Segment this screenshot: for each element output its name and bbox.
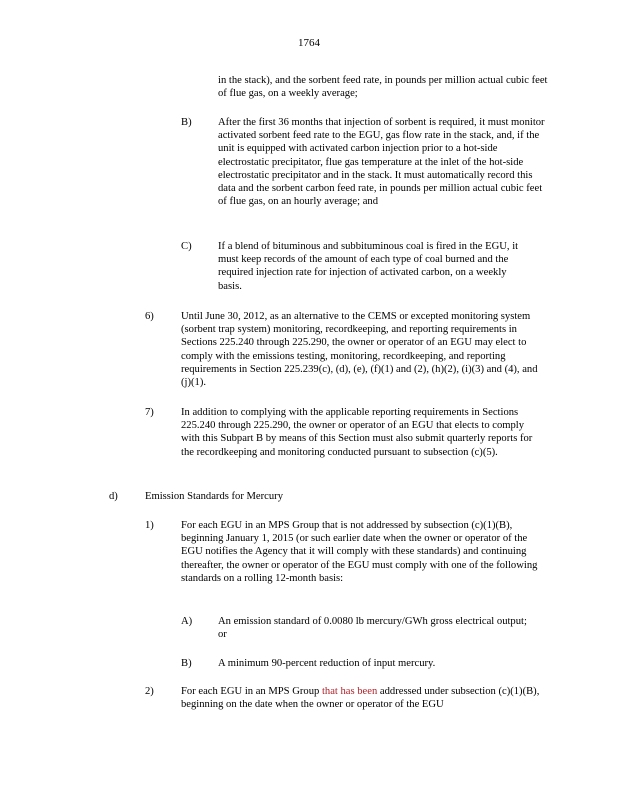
item-6-text: Until June 30, 2012, as an alternative to the CEMS or excepted monitoring system (sorbent trap system) monitoring, recordkeeping, and reporting requirements in Sections 225.240 through 225.290, the owner or operator of an EGU may elect to comply with the emissions testing, monitoring, recordkeeping, and reporting requirements in Section 225.239(c), (d), (e), (f)(1) and (2), (h)(2), (i)(3) and (4), and (j)(1). <box>181 311 538 389</box>
section-d-heading: Emission Standards for Mercury <box>145 491 283 502</box>
section-d-label: d) <box>109 491 118 502</box>
d-item-2-text-before: For each EGU in an MPS Group <box>181 686 322 697</box>
item-7 <box>145 406 555 476</box>
d-item-2-text-after: addressed under subsection (c)(1)(B), beginning on the date when the owner or operator of the EGU <box>181 686 540 711</box>
d-item-1-label: 1) <box>145 520 154 531</box>
item-6 <box>145 310 555 394</box>
d-item-1-text: For each EGU in an MPS Group that is not addressed by subsection (c)(1)(B), beginning January 1, 2015 (or such earlier date when the owner or operator of the EGU notifies the Agency that it will comply with these standards) and continuing thereafter, the owner or operator of the EGU must comply with one of the following standards on a rolling 12-month basis: <box>181 520 538 584</box>
d-item-1 <box>145 519 555 603</box>
item-6-label: 6) <box>145 311 154 322</box>
d-item-1a-text: An emission standard of 0.0080 lb mercury/GWh gross electrical output; or <box>218 616 527 641</box>
subitem-c-text: If a blend of bituminous and subbituminous coal is fired in the EGU, it must keep records of the amount of each type of coal burned and the required injection rate for injection of activated carbon, on a weekly basis. <box>218 241 519 292</box>
continuation-text: in the stack), and the sorbent feed rate, in pounds per million actual cubic feet of flue gas, on a weekly average; <box>218 75 548 100</box>
d-item-2-highlighted-text: that has been <box>321 686 378 697</box>
page-number: 1764 <box>298 37 320 49</box>
subitem-c <box>181 240 551 296</box>
d-item-1b-text: A minimum 90-percent reduction of input mercury. <box>218 658 436 669</box>
d-item-2 <box>145 685 555 715</box>
d-item-1a-label: A) <box>181 616 193 627</box>
subitem-b <box>181 116 551 228</box>
d-item-1a <box>181 615 551 645</box>
d-item-2-label: 2) <box>145 686 154 697</box>
item-7-label: 7) <box>145 407 154 418</box>
subitem-b-text: After the first 36 months that injection of sorbent is required, it must monitor activated sorbent feed rate to the EGU, gas flow rate in the stack, and, if the unit is equipped with activated carbon injection prior to a hot-side electrostatic precipitator, flue gas temperature at the inlet of the hot-side electrostatic precipitator and in the stack. It must automatically record this data and the sorbent carbon feed rate, in pounds per million actual cubic feet of flue gas, on an hourly average; and <box>218 117 545 208</box>
subitem-c-label: C) <box>181 241 192 252</box>
d-item-2-text <box>181 685 543 711</box>
section-d <box>109 490 549 506</box>
d-item-1b <box>181 657 551 673</box>
d-item-1b-label: B) <box>181 658 192 669</box>
item-7-text: In addition to complying with the applicable reporting requirements in Sections 225.240 through 225.290, the owner or operator of an EGU that elects to comply with this Subpart B by means of this Section must also submit quarterly reports for the recordkeeping and monitoring conducted pursuant to subsection (c)(5). <box>181 407 533 458</box>
subitem-b-label: B) <box>181 117 192 128</box>
continuation-paragraph <box>218 74 553 100</box>
